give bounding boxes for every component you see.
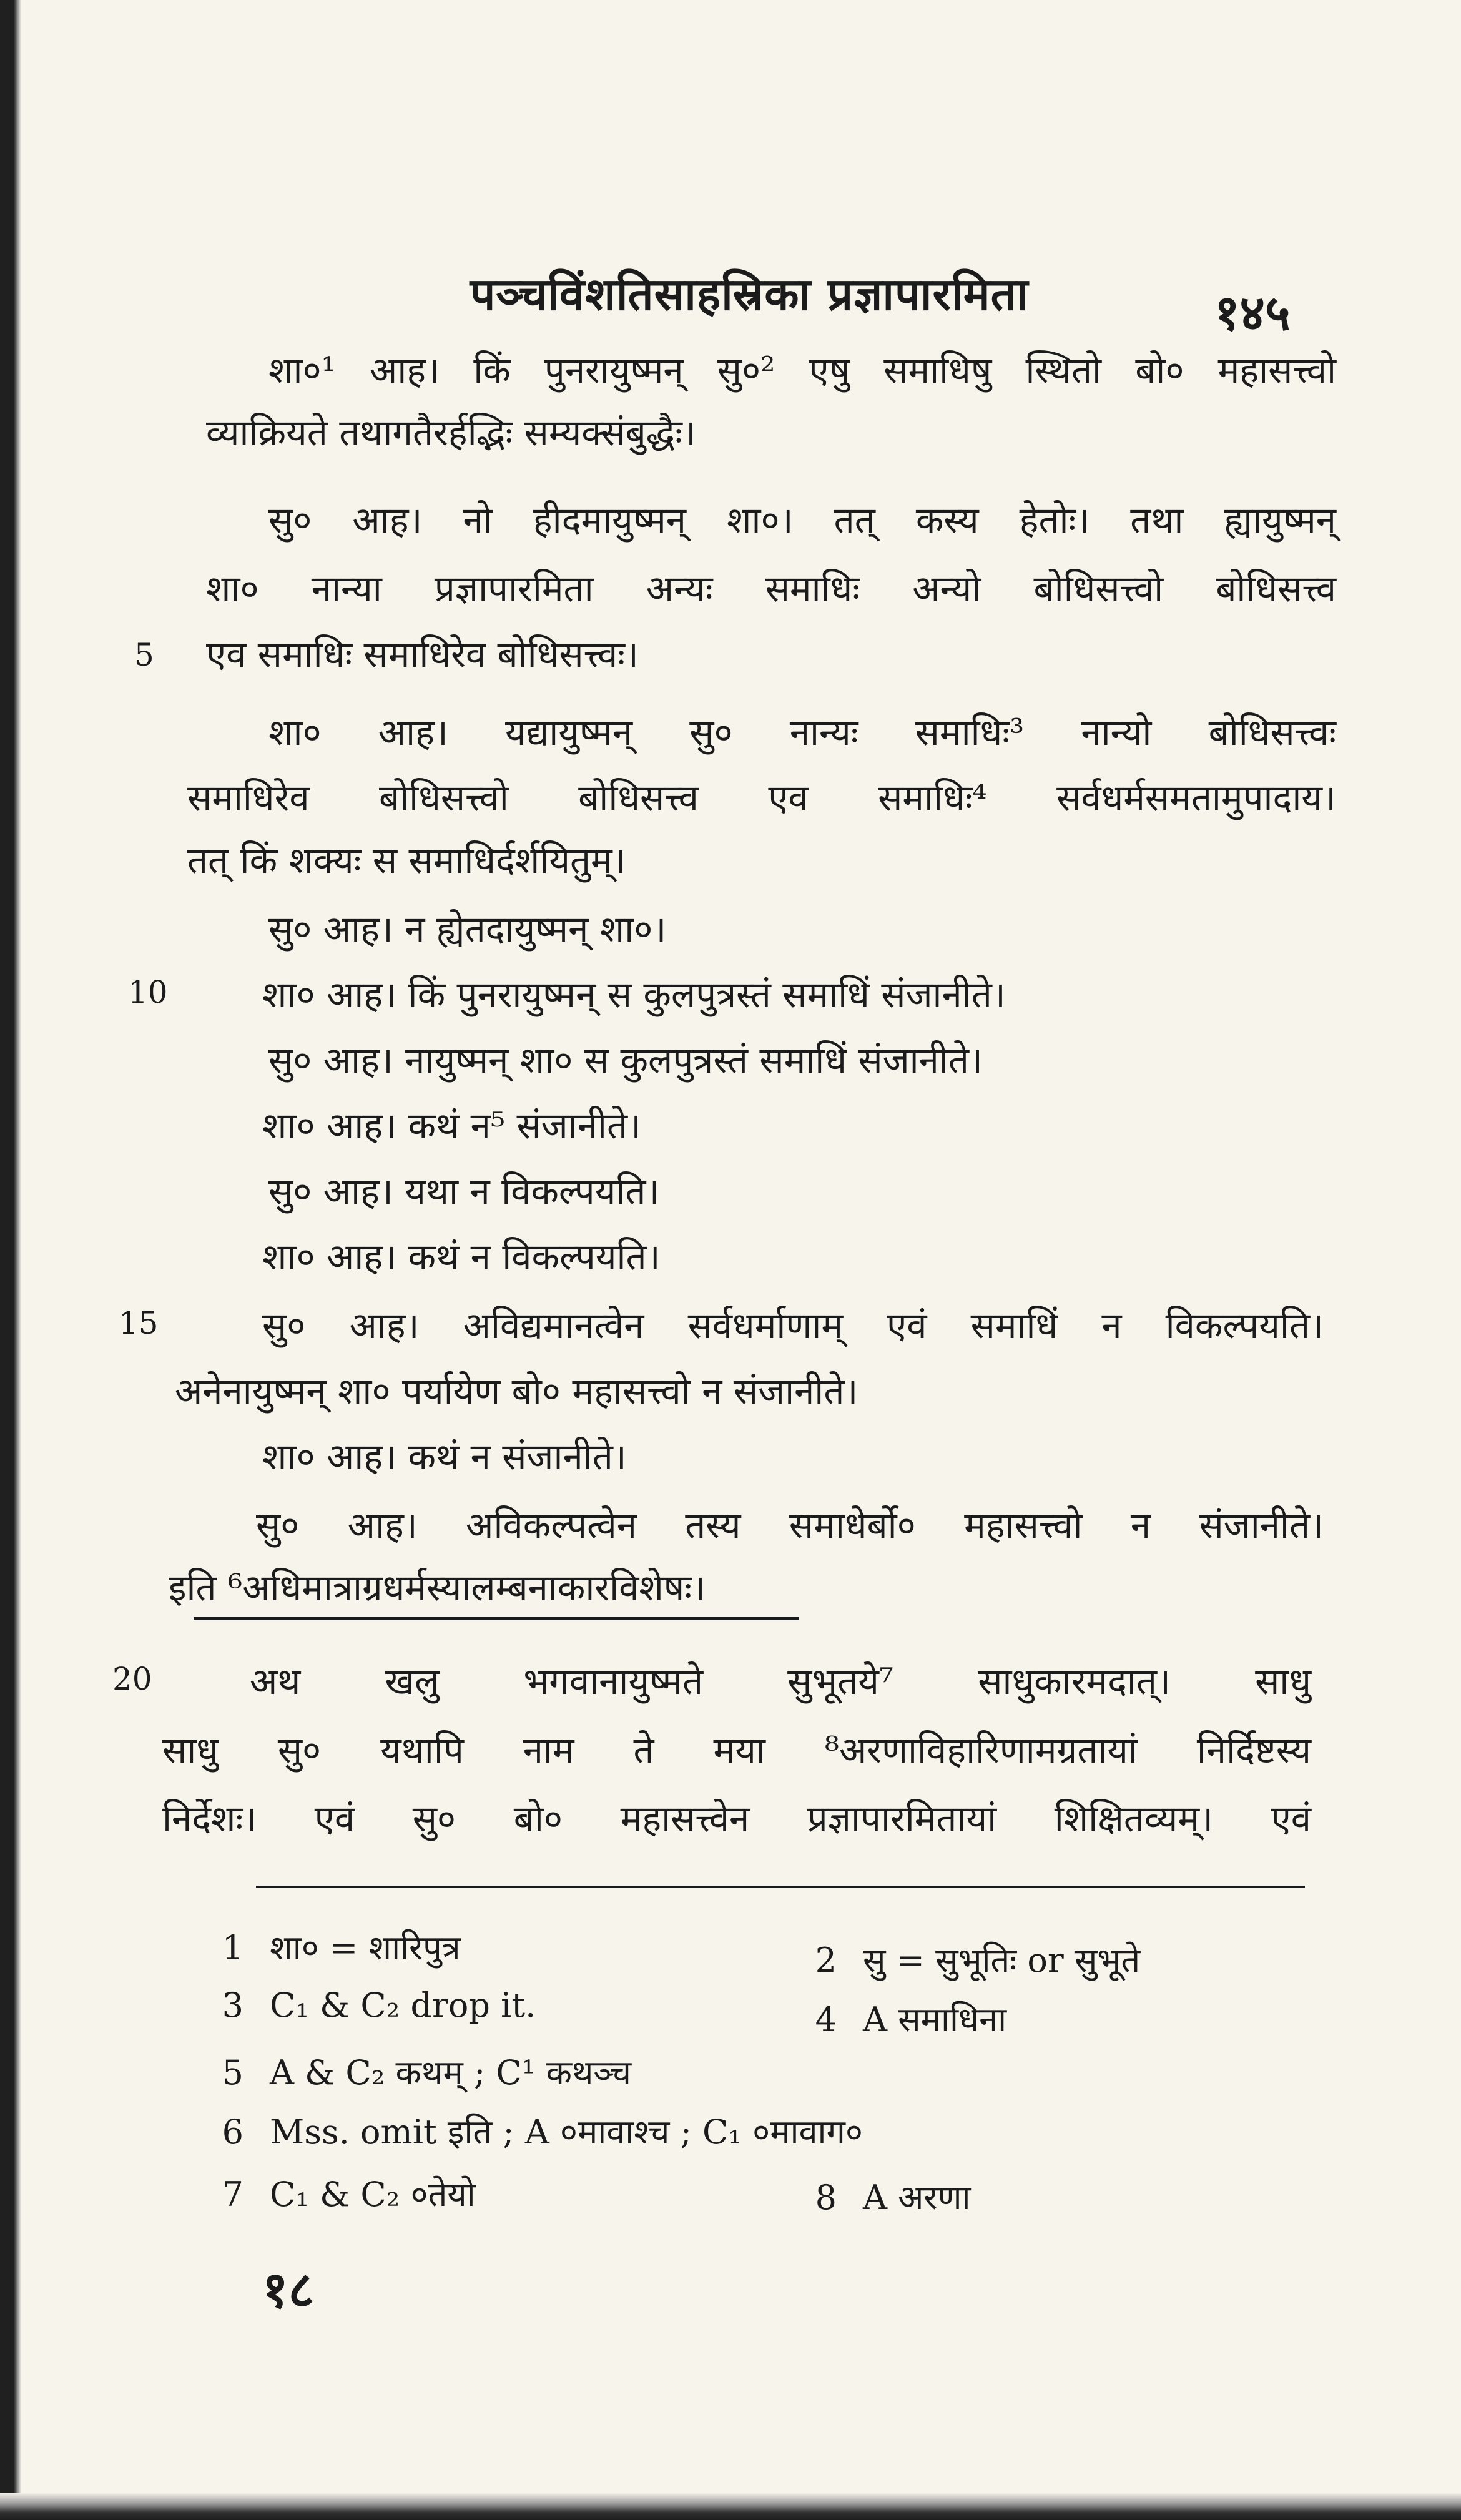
text-line-17: शा० आह। कथं न संजानीते। bbox=[262, 1435, 627, 1478]
text-line-20: अथ खलु भगवानायुष्मते सुभूतये⁷ साधुकारमदात्। साधु bbox=[250, 1660, 1311, 1703]
footnote-text: A समाधिना bbox=[863, 2000, 1007, 2039]
text-line-14: शा० आह। कथं न विकल्पयति। bbox=[262, 1236, 661, 1278]
footnote-number: 4 bbox=[815, 2000, 837, 2039]
footnote-number: 2 bbox=[815, 1941, 837, 1980]
signature-mark: १८ bbox=[262, 2260, 315, 2319]
text-line-5: एव समाधिः समाधिरेव बोधिसत्त्वः। bbox=[206, 633, 639, 676]
text-line-11: सु० आह। नायुष्मन् शा० स कुलपुत्रस्तं समाधिं संजानीते। bbox=[268, 1039, 983, 1081]
footnote-text: C₁ & C₂ ०तेयो bbox=[270, 2175, 476, 2214]
text-line-6: शा० आह। यद्यायुष्मन् सु० नान्यः समाधिः³ नान्यो बोधिसत्त्वः bbox=[268, 711, 1336, 754]
text-line-3: सु० आह। नो हीदमायुष्मन् शा०। तत् कस्य हेतोः। तथा ह्यायुष्मन् bbox=[268, 499, 1336, 541]
footnote-text: सु = सुभूतिः or सुभूते bbox=[863, 1941, 1141, 1980]
text-line-10: शा० आह। किं पुनरायुष्मन् स कुलपुत्रस्तं समाधिं संजानीते। bbox=[262, 973, 1006, 1016]
footnote-2 bbox=[780, 1936, 1140, 1982]
footnote-number: 7 bbox=[222, 2175, 244, 2214]
text-line-9: सु० आह। न ह्येतदायुष्मन् शा०। bbox=[268, 908, 667, 950]
footnote-text: A अरणा bbox=[863, 2178, 971, 2217]
section-divider bbox=[194, 1617, 799, 1620]
footnote-text: A & C₂ कथम् ; C¹ कथञ्च bbox=[270, 2053, 632, 2092]
line-number-10: 10 bbox=[128, 974, 168, 1010]
footnote-text: Mss. omit इति ; A ०मावाश्च ; C₁ ०मावाग० bbox=[270, 2112, 863, 2152]
book-binding-edge bbox=[0, 0, 21, 2520]
text-line-18: सु० आह। अविकल्पत्वेन तस्य समाधेर्बो० महासत्त्वो न संजानीते। bbox=[256, 1504, 1324, 1547]
text-line-1: शा०¹ आह। किं पुनरायुष्मन् सु०² एषु समाधिषु स्थितो बो० महासत्त्वो bbox=[268, 349, 1336, 391]
text-line-15: सु० आह। अविद्यमानत्वेन सर्वधर्माणाम् एवं समाधिं न विकल्पयति। bbox=[262, 1304, 1324, 1347]
footnote-1 bbox=[187, 1923, 461, 1969]
footnote-3 bbox=[187, 1986, 536, 2025]
text-line-19: इति ⁶अधिमात्राग्रधर्मस्यालम्बनाकारविशेषः। bbox=[169, 1567, 706, 1609]
page-title: पञ्चविंशतिसाहस्रिका प्रज्ञापारमिता bbox=[470, 267, 1029, 320]
footnote-4 bbox=[780, 1995, 1006, 2041]
footnote-7 bbox=[187, 2170, 476, 2216]
text-line-13: सु० आह। यथा न विकल्पयति। bbox=[268, 1170, 660, 1213]
footnote-5 bbox=[187, 2048, 631, 2094]
footnote-text: C₁ & C₂ drop it. bbox=[270, 1986, 536, 2025]
line-number-5: 5 bbox=[134, 637, 154, 673]
footnote-number: 8 bbox=[815, 2178, 837, 2217]
text-line-4: शा० नान्या प्रज्ञापारमिता अन्यः समाधिः अन्यो बोधिसत्त्वो बोधिसत्त्व bbox=[206, 568, 1336, 610]
footnote-rule bbox=[256, 1886, 1305, 1888]
text-line-12: शा० आह। कथं न⁵ संजानीते। bbox=[262, 1105, 641, 1147]
line-number-20: 20 bbox=[112, 1661, 152, 1697]
footnote-number: 5 bbox=[222, 2053, 244, 2092]
text-line-16: अनेनायुष्मन् शा० पर्यायेण बो० महासत्त्वो न संजानीते। bbox=[175, 1370, 858, 1412]
page-bottom-shadow bbox=[0, 2493, 1461, 2520]
footnote-8 bbox=[780, 2173, 971, 2219]
page-number: १४५ bbox=[1214, 285, 1291, 342]
footnote-number: 1 bbox=[222, 1928, 244, 1967]
footnote-6 bbox=[187, 2107, 863, 2153]
text-line-7: समाधिरेव बोधिसत्त्वो बोधिसत्त्व एव समाधिः⁴ सर्वधर्मसमतामुपादाय। bbox=[187, 777, 1336, 819]
text-line-22: निर्देशः। एवं सु० बो० महासत्त्वेन प्रज्ञापारमितायां शिक्षितव्यम्। एवं bbox=[162, 1798, 1311, 1840]
text-line-2: व्याक्रियते तथागतैरर्हद्भिः सम्यक्संबुद्धैः। bbox=[206, 411, 696, 454]
footnote-number: 3 bbox=[222, 1986, 244, 2025]
footnote-text: शा० = शारिपुत्र bbox=[270, 1928, 461, 1967]
text-line-21: साधु सु० यथापि नाम ते मया ⁸अरणाविहारिणामग्रतायां निर्दिष्टस्य bbox=[162, 1729, 1311, 1771]
text-line-8: तत् किं शक्यः स समाधिर्दर्शयितुम्। bbox=[187, 839, 626, 882]
footnote-number: 6 bbox=[222, 2112, 244, 2152]
line-number-15: 15 bbox=[119, 1305, 159, 1341]
